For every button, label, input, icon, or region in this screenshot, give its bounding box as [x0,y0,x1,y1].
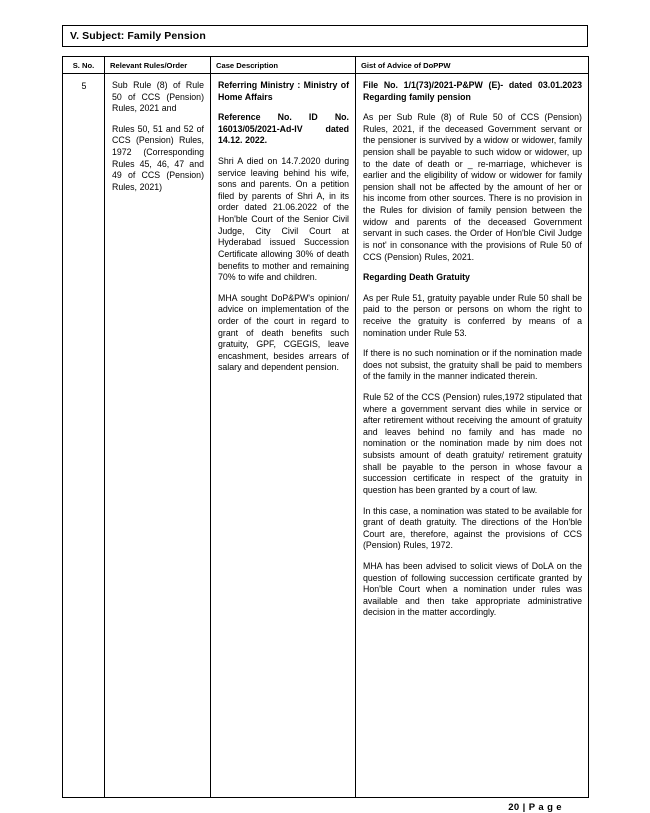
table-row [63,74,589,798]
gist-paragraph: As per Rule 51, gratuity payable under Rule 50 shall be paid to the person or persons on whom the right to receive the gratuity is conferred by means of a nomination under Rule 53. [363,292,582,338]
pension-cases-table [62,56,589,798]
gist-paragraph: MHA has been advised to solicit views of DoLA on the question of following succession certificate granted by Hon'ble Court when a nomination under rules was available and then take appropriate administrative decision in the matter accordingly. [363,560,582,618]
subject-title-text: V. Subject: Family Pension [70,30,206,42]
gist-of-advice-cell [356,74,589,798]
case-paragraph: Reference No. ID No. 16013/05/2021-Ad-IV dated 14.12. 2022. [218,112,349,146]
table-header-row [63,57,589,74]
header-gist-of-advice: Gist of Advice of DoPPW [356,57,589,74]
case-paragraph: Shri A died on 14.7.2020 during service leaving behind his wife, sons and parents. On a petition filed by parents of Shri A, in its order dated 21.06.2022 of the Hon'ble Court of the Senior Civil Judge, City Civil Court at Hyderabad issued Succession Certificate allowing 30% of death benefits to mother and remaining 70% to wife and children. [218,156,349,283]
case-description-cell [211,74,356,798]
header-case-description: Case Description [211,57,356,74]
case-paragraph: MHA sought DoP&PW's opinion/ advice on implementation of the order of the court in regard to grant of death benefits such gratuity, GPF, CGEGIS, leave encashment, besides arrears of salary and dependent pension. [218,292,349,373]
document-page [62,25,588,813]
gist-paragraph: If there is no such nomination or if the nomination made does not subsist, the gratuity shall be paid to members of the family in the manner indicated therein. [363,348,582,382]
page-number: 20 | P a g e [508,802,562,813]
rules-paragraph: Rules 50, 51 and 52 of CCS (Pension) Rules, 1972 (Corresponding Rules 45, 46, 47 and 49 of CCS (Pension) Rules, 2021) [112,123,204,192]
subject-title [62,25,588,47]
gist-paragraph: As per Sub Rule (8) of Rule 50 of CCS (Pension) Rules, 2021, if the deceased Government servant or the pensioner is survived by a widow or widower, family pension shall be payable to such widow or widower, up to the date of death or _ re-marriage, whichever is earlier and the eligibility of widow or widower for family pension shall not be affected by the amount of her or his income from other sources. There is no provision in the Rules for division of family pension between the widow and parents of the deceased Government servant in such cases. the Order of Hon'ble Civil Judge is not' in consonance with the provisions of Rule 50 of CCS (Pension) Rules, 2021. [363,112,582,262]
rules-paragraph: Sub Rule (8) of Rule 50 of CCS (Pension) Rules, 2021 and [112,80,204,114]
relevant-rules-cell [105,74,211,798]
gist-paragraph: In this case, a nomination was stated to be available for grant of death gratuity. The directions of the Hon'ble Court are, therefore, against the provisions of CCS (Pension) Rules, 1972. [363,505,582,551]
header-s-no: S. No. [63,57,105,74]
gist-paragraph: Rule 52 of the CCS (Pension) rules,1972 stipulated that where a government servant dies while in service or after retirement without receiving the amount of gratuity and leaves behind no family and has made no nomination or the nomination made by nim does not subsists amount of death gratuity/ retirement gratuity shall be payable to the person in whose favour a succession certificate in respect of the gratuity in question has been granted by a court of law. [363,392,582,495]
gist-section-heading: Regarding Death Gratuity [363,272,470,283]
serial-number-cell: 5 [63,74,105,798]
gist-paragraph: File No. 1/1(73)/2021-P&PW (E)- dated 03.01.2023 Regarding family pension [363,80,582,102]
header-relevant-rules: Relevant Rules/Order [105,57,211,74]
case-paragraph: Referring Ministry : Ministry of Home Affairs [218,80,349,102]
